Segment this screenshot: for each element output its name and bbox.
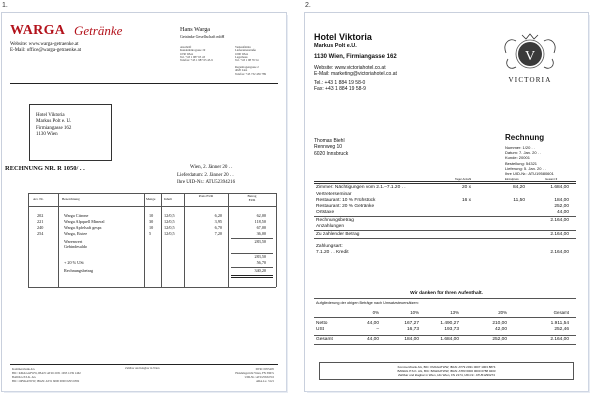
- footer-registry: DVR: 0055405 Handelsgericht Wien, FN 3967a UID-Nr.: ATU25634716 ARA-Lz. 3121: [235, 367, 274, 384]
- customer-uid: Ihre UID-Nr.: ATU52394216: [177, 180, 236, 185]
- address-col-1: Anschrift Kundenbürogasse 19 1030 Wien Tel. +43 1 987 65 43 Telefax: +43 1 987 65 43-9: [180, 45, 213, 63]
- address-col-2: Verkaufsbüro Lieferantenstraße 1090 Wien Lagerhaus Tel. +43 1 98 76 54: [235, 45, 259, 63]
- tax-breakdown-title: Aufgliederung der obigen Beträge nach Umsatzsteuersätzen:: [316, 301, 419, 305]
- col-header-artnr: Art. Nr.: [33, 197, 44, 201]
- hotel-email: E-Mail: marketing@victoriahotel.co.at: [314, 71, 397, 77]
- hotel-address: 1130 Wien, Firmiangasse 162: [314, 54, 397, 60]
- hotel-fax: Fax: +43 1 884 19 58-9: [314, 86, 366, 92]
- goods-value-label: Warenwert: [64, 239, 83, 244]
- payment-value: 2.164,00: [550, 250, 569, 255]
- total-value: 340,20: [254, 268, 266, 273]
- invoice-amount-value: 2.164,00: [550, 218, 569, 223]
- thank-you-note: Wir danken für Ihren Aufenthalt.: [410, 291, 483, 296]
- col-head-qty: Tage/ Anzahl: [455, 177, 472, 181]
- brand-name: WARGA: [10, 23, 66, 38]
- invoice-amount-label: Rechnungsbetrag: [316, 218, 354, 223]
- vat-label: + 20 % USt: [64, 260, 84, 265]
- vat-value: 56,70: [256, 260, 266, 265]
- victoria-logo-emblem: [500, 29, 560, 77]
- col-head-total: Gesamt €: [545, 177, 558, 181]
- total-label: Rechnungsbetrag: [64, 268, 94, 273]
- col-header-amount: Betrag EUR: [247, 194, 257, 202]
- amount-due-label: Zu zahlender Betrag: [316, 232, 360, 237]
- footer-bank-box: Kommerzbank AG, BIC: KMAGATWW, IBAN: AT79 2031 0007 1003 8874 BAWAG P.S.K. AG, BIC: BAWAATWW, IBAN: AT83 6000 0000 0788 0203 Zahlbar und klagbar in Wien, HG Wien, FN 2174, UID-Nr.: ATU51296274: [319, 362, 574, 380]
- container-balance-label: Gebindesaldo: [64, 244, 88, 249]
- sender-company: Getränke Gesellschaft mbH: [180, 34, 225, 39]
- col-header-price: Preis EUR: [198, 194, 214, 198]
- recipient-box: Hotel Viktoria Markus Polt e. U. Firmiangasse 162 1130 Wien: [29, 104, 112, 161]
- delivery-date: Lieferdatum: 2. Jänner 20 . .: [177, 173, 234, 178]
- brand-subtitle: Getränke: [74, 23, 123, 38]
- page-label-1: 1.: [2, 2, 8, 9]
- deposits-label: Anzahlungen: [316, 224, 345, 229]
- website-line: Website: www.warga-getraenke.at: [10, 42, 79, 47]
- hotel-name: Hotel Viktoria: [314, 32, 372, 42]
- recipient-address: Thomas Biehl Rennweg 10 6020 Innsbruck: [314, 138, 349, 157]
- invoice-title: Rechnung: [505, 133, 545, 142]
- footer-rule: [10, 364, 278, 365]
- col-head-unit: Einzelpreis: [505, 177, 519, 181]
- victoria-logo: [500, 29, 560, 87]
- footer-jurisdiction: Zahlbar und klagbar in Wien: [125, 366, 160, 370]
- email-line: E-Mail: office@warga-getraenke.at: [10, 48, 82, 53]
- hotel-website: Website: www.victoriahotel.co.at: [314, 65, 386, 71]
- invoice-page-hotel: Hotel Viktoria Markus Polt e.U. 1130 Wien, Firmiangasse 162 Website: www.victoriahotel.co.at E-Mail: marketing@victoriahotel.co.at Tel.: +43 1 884 19 58-0 Fax: +43 1 884 19 58-9 V VICTORIA Thomas Biehl Rennweg 10 6020 Innsbruck Rechnung Nummer: 1/20 . . Datum: 7. Jan. 20 . . Kunde: 20001 Bestellung: 54321 Lieferung: 5. Jan. 20 . . Ihre UID-Nr.: ATU19580601 Tage/ Anzahl Einzelpreis Gesamt € Zimmer: Nächtigungen vom 2.1.–7.1.20 . . 20 x 84,20 1.684,00 Vertreterseminar Restaurant: 10 % Frühstück 16 x 11,50 184,00 Restaurant: 20 % Getränke 252,00 Ortstaxe 44,00 Rechnungsbetrag 2.164,00 Anzahlungen Zu zahlender Betrag 2.164,00 Zahlungsart: 7.1.20 . . Kredit 2.164,00 Wir danken für Ihren Aufenthalt. Aufgliederung der obigen Beträge nach Umsatzsteuersätzen: 0% 10% 13% 20% Gesamt Netto 44,00 167,27 1.490,27 210,00 1.911,54 USt – 16,73 193,73 42,00 252,46 Gesamt 44,00 184,00 1.684,00 252,00 2.164,00 Kommerzbank AG, BIC: KMAGATWW, IBAN: AT79 2031 0007 1003 8874 BAWAG P.S.K. AG, BIC: BAWAATWW, IBAN: AT83 6000 0000 0788 0203 Zahlbar und klagbar in Wien, HG Wien, FN 2174, UID-Nr.: ATU51296274: [305, 13, 588, 391]
- hotel-owner: Markus Polt e.U.: [314, 43, 357, 49]
- svg-text:V: V: [524, 49, 536, 64]
- payment-line: 7.1.20 . . Kredit: [316, 250, 349, 255]
- thanks-rule: [314, 298, 576, 299]
- sender-name: Hans Warga: [180, 26, 211, 33]
- invoice-meta: Nummer: 1/20 . . Datum: 7. Jan. 20 . . Kunde: 20001 Bestellung: 54321 Lieferung: 5. Jan. 20 . . Ihre UID-Nr.: ATU19580601: [505, 145, 554, 176]
- logo-wordmark: VICTORIA: [508, 76, 552, 84]
- footer-bank: Kommerzbank AG BIC: KMAGATWW, IBAN: AT26 2031 1093 1239 1462 BAWAG P.S.K. AG BIC: OPSKATWW, IBAN: AT31 6000 0000 0293 6582: [12, 367, 81, 384]
- invoice-page-warga: WARGA Getränke Website: www.warga-getraenke.at E-Mail: office@warga-getraenke.at Hans Warga Getränke Gesellschaft mbH Anschrift Kundenbürogasse 19 1030 Wien Tel. +43 1 987 65 43 Telefax: +43 1 987 65 43-9 Verkaufsbüro Lieferantenstraße 1090 Wien Lagerhaus Tel. +43 1 98 76 54 Regenbogengasse 2 4020 Linz Telefax: +43 732 456 789 Hotel Viktoria Markus Polt e. U. Firmiangasse 162 1130 Wien RECHNUNG NR. R 1050/ . . Wien, 2. Jänner 20 . . Lieferdatum: 2. Jänner 20 . . Ihre UID-Nr.: ATU52394216 Art. Nr. Bezeichnung Menge Inhalt Preis EUR Betrag EUR 202 Warga Citrone 10 12/0,5 6,20 62,00 221 Warga Alpquell Mineral 30 12/0,5 3,95 118,50 240 Warga Apfelsaft gespr. 10 12/0,5 6,70 67,00 254 Warga, Eistee 5 12/0,5 7,20 36,00 Warenwert Gebindesaldo 283,50 283,50 + 20 % USt 56,70 Rechnungsbetrag 340,20 Kommerzbank AG BIC: KMAGATWW, IBAN: AT26 2031 1093 1239 1462 BAWAG P.S.K. AG BIC: OPSKATWW, IBAN: AT31 6000 0000 0293 6582 Zahlbar und klagbar in Wien DVR: 0055405 Handelsgericht Wien, FN 3967a UID-Nr.: ATU25634716 ARA-Lz. 3121: [2, 13, 286, 391]
- subtotal-value: 283,50: [254, 254, 266, 259]
- col-header-qty: Menge: [146, 197, 156, 201]
- col-header-content: Inhalt: [164, 197, 172, 201]
- page-label-2: 2.: [305, 2, 311, 9]
- address-col-3: Regenbogengasse 2 4020 Linz Telefax: +43 732 456 789: [235, 65, 266, 76]
- hotel-phone: Tel.: +43 1 884 19 58-0: [314, 80, 366, 86]
- col-header-desc: Bezeichnung: [62, 197, 80, 201]
- invoice-date: Wien, 2. Jänner 20 . .: [190, 165, 233, 170]
- payment-method-label: Zahlungsart:: [316, 244, 343, 249]
- header-rule: [10, 83, 278, 84]
- amount-due-value: 2.164,00: [550, 232, 569, 237]
- goods-value: 283,50: [254, 239, 266, 244]
- invoice-number: RECHNUNG NR. R 1050/ . .: [5, 165, 85, 172]
